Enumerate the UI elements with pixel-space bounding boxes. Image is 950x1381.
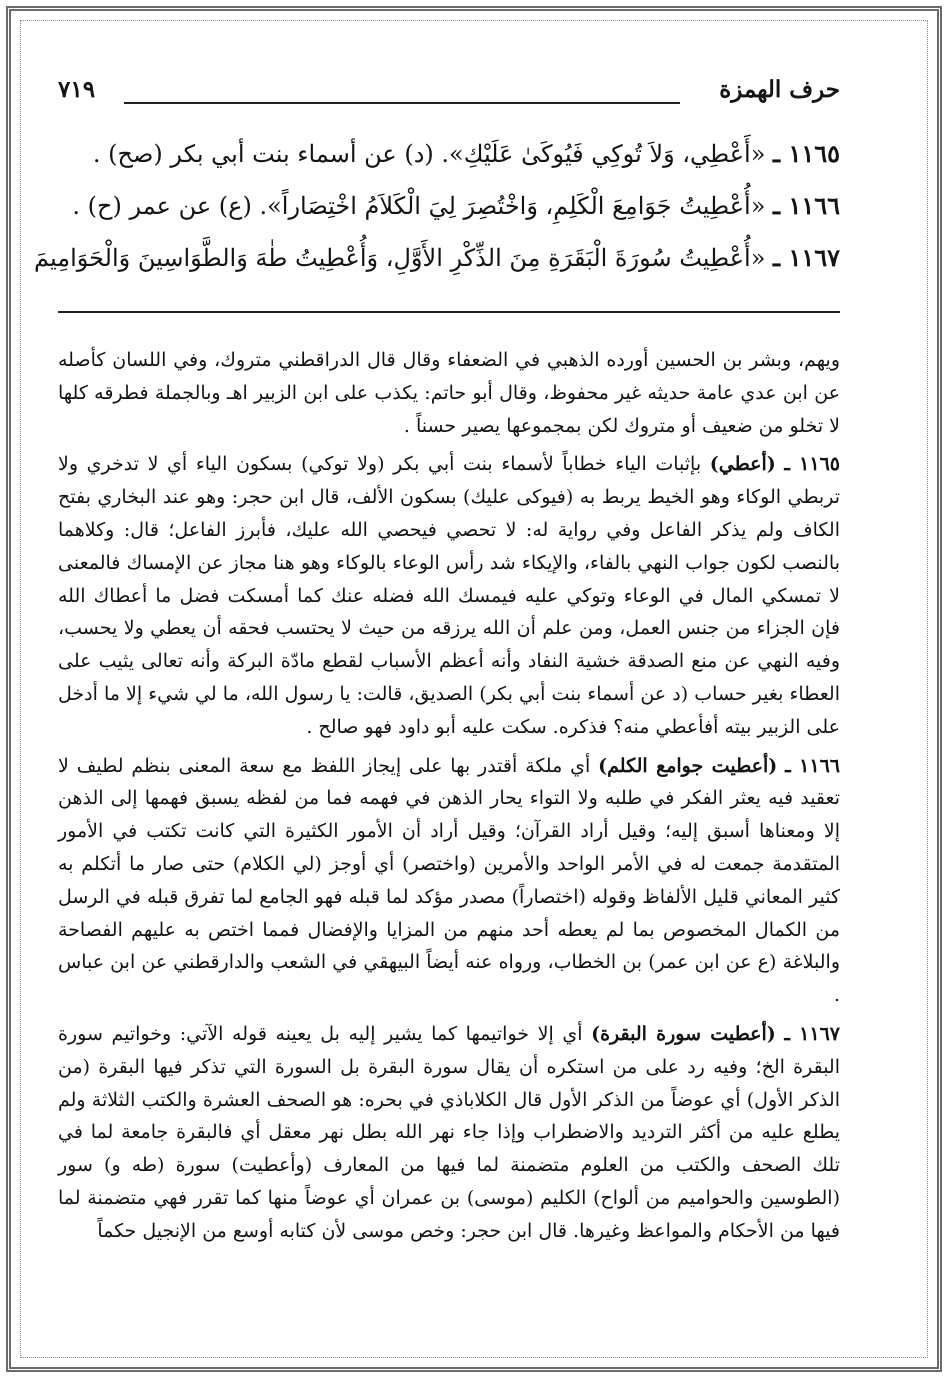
hadith-text: «أُعْطِيتُ سُورَةَ الْبَقَرَةِ مِنَ الذِّكْرِ الأَوَّلِ، وَأُعْطِيتُ طٰهَ وَالطَّوَاسِينَ وَالْحَوَامِيمَ xyxy=(34,244,766,272)
header-rule xyxy=(124,102,680,104)
hadith-number: ١١٦٥ ـ xyxy=(773,139,840,168)
footnote-divider xyxy=(58,311,840,313)
paragraph-text: أي إلا خواتيمها كما يشير إليه بل يعينه قوله الآتي: وخواتيم سورة البقرة الخ؛ وفيه رد على من استكره أن يقال سورة البقرة بل السورة التي تذكر فيها البقرة (من الذكر الأول) أي عوضاً من الذكر الأول قال الكلاباذي في بحره: هو الصحف العشرة والكتب الثلاثة ولم يطلع عليه من أكثر الترديد والاضطراب وإذا جاء نهر الله بطل نهر معقل أي فالبقرة جامعة لما في تلك الصحف والكتب من العلوم متضمنة لما فيها من المعارف (وأعطيت) سورة (طه و) سور (الطوسين والحواميم من ألواح) الكليم (موسى) بن عمران أي عوضاً منها كما تقرر فهي متضمنة لما فيها من الأحكام والمواعظ وغيرها. قال ابن حجر: وخص موسى لأن كتابه أوسع من الإنجيل حكماً xyxy=(58,1022,840,1242)
chapter-title: حرف الهمزة xyxy=(719,76,840,103)
commentary-section xyxy=(58,344,840,1254)
commentary-paragraph-1165 xyxy=(58,448,840,743)
commented-term: (أعطيت جوامع الكلم) xyxy=(598,754,778,777)
hadith-1167 xyxy=(34,242,840,274)
hadith-number: ١١٦٧ ـ xyxy=(773,243,840,272)
paragraph-number: ١١٦٦ ـ xyxy=(785,754,840,777)
commented-term: (أعطيت سورة البقرة) xyxy=(591,1022,776,1045)
commented-term: (أعطي) xyxy=(709,453,776,476)
paragraph-number: ١١٦٧ ـ xyxy=(784,1022,840,1045)
commentary-paragraph-continued xyxy=(58,344,840,442)
page-number: ٧١٩ xyxy=(58,76,96,103)
hadith-1165 xyxy=(76,138,840,170)
hadith-text: «أُعْطِيتُ جَوَامِعَ الْكَلِمِ، وَاخْتُصِرَ لِيَ الْكَلاَمُ اخْتِصَاراً». (ع) عن عمر (ح) . xyxy=(72,192,766,220)
paragraph-text: ويهم، وبشر بن الحسين أورده الذهبي في الضعفاء وقال قال الدراقطني متروك، وفي اللسان كأصله عن ابن عدي عامة حديثه غير محفوظ، وقال أبو حاتم: يكذب على ابن الزبير اهـ وبالجملة فطرقه كلها لا تخلو من ضعيف أو متروك لكن بمجموعها يصير حسناً . xyxy=(58,349,840,437)
paragraph-text: بإثبات الياء خطاباً لأسماء بنت أبي بكر (ولا توكي) بسكون الياء أي لا تدخري ولا تربطي الوكاء وهو الخيط يربط به (فيوكى عليك) بسكون الألف، قال ابن حجر: وهو عند البخاري بفتح الكاف ولم يذكر الفاعل وفي رواية له: لا تحصي فيحصي الله عليك، فأبرز الفاعل؛ قال: وكلاهما بالنصب لكون جواب النهي بالفاء، والإيكاء شد رأس الوعاء بالوكاء وهو هنا مجاز عن الإمساك فالمعنى لا تمسكي المال في الوعاء وتوكي عليه فيمسك الله فضله عنك كما أمسكت فضل ما أعطاك الله فإن الجزاء من جنس العمل، ومن علم أن الله يرزقه من حيث لا يحتسب فحقه أن يعطي ولا يحسب، وفيه النهي عن منع الصدقة خشية النفاد وأنه أعظم الأسباب لقطع مادّة البركة وأنه تعالى يثيب على العطاء بغير حساب (د عن أسماء بنت أبي بكر) الصديق، قالت: يا رسول الله، ما لي شيء إلا ما أدخل على الزبير بيته أفأعطي منه؟ فذكره. سكت عليه أبو داود فهو صالح . xyxy=(58,453,840,738)
paragraph-text: أي ملكة أقتدر بها على إيجاز اللفظ مع سعة المعنى بنظم لطيف لا تعقيد فيه يعثر الفكر في طلبه ولا التواء يحار الذهن في فهمه فما من لفظه يسبق فهمها إلى الذهن إلا ومعناها أسبق إليه؛ وقيل أراد القرآن؛ وقيل أراد أن الأمور الكثيرة التي كانت تكتب في الأمور المتقدمة جمعت له في الأمر الواحد والأمرين (واختصر) أي أوجز (لي الكلام) حتى صار ما أتكلم به كثير المعاني قليل الألفاظ وقوله (اختصاراً) مصدر مؤكد لما قبله فهو الجامع لما تفرق قبله في الرسل من الكمال المخصوص بما لم يعطه أحد منهم من المزايا والإفضال فمما اختص به عليهم الفصاحة والبلاغة (ع عن ابن عمر) بن الخطاب، ورواه عنه أيضاً البيهقي في الشعب والدارقطني عن ابن عباس . xyxy=(58,754,840,1007)
running-header xyxy=(58,76,840,110)
hadith-number: ١١٦٦ ـ xyxy=(773,191,840,220)
book-page xyxy=(34,66,840,1356)
paragraph-number: ١١٦٥ ـ xyxy=(784,453,840,476)
hadith-1166 xyxy=(72,190,840,222)
commentary-paragraph-1166 xyxy=(58,750,840,1012)
hadith-text: «أَعْطِي، وَلاَ تُوكِي فَيُوكَىٰ عَلَيْكِ». (د) عن أسماء بنت أبي بكر (صح) . xyxy=(92,140,766,168)
commentary-paragraph-1167 xyxy=(58,1018,840,1248)
